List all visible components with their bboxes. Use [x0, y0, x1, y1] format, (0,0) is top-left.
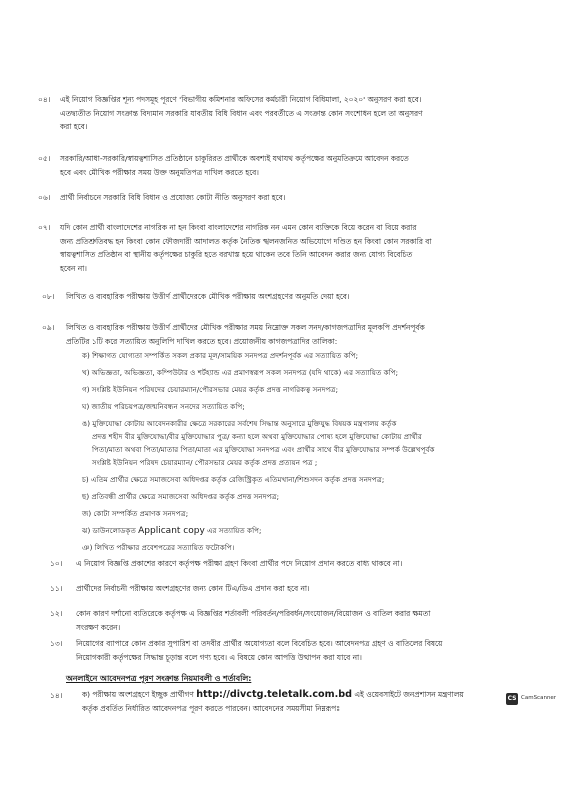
- list-item-suffix: এর সত্যায়িত কপি;: [207, 526, 262, 535]
- list-item: ক) শিক্ষাগত যোগ্যতা সম্পর্কিত সকল প্রকার মূল/সাময়িক সনদপত্র প্রদর্শনপূর্বক এর সত্যায়িত কপি;: [82, 351, 359, 360]
- camscanner-logo: CS: [506, 693, 518, 705]
- clause-08: [66, 290, 350, 304]
- online-application-heading: অনলাইনে আবেদনপত্র পূরণ সংক্রান্ত নিয়মাবলী ও শর্তাবলি:: [66, 674, 252, 683]
- camscanner-label: CamScanner: [521, 695, 557, 701]
- item-number: ০৭।: [38, 223, 51, 232]
- list-item: সংশ্লিষ্ট ইউনিয়ন পরিষদ চেয়ারম্যান/ পৌরসভার মেয়র কর্তৃক প্রদত্ত প্রত্যয়ন পত্র ;: [92, 458, 318, 467]
- clause-05: [60, 152, 409, 179]
- text-line: প্রতিটির ১টি করে সত্যায়িত অনুলিপি দাখিল করতে হবে। প্রয়োজনীয় কাগজপত্রাদির তালিকা:: [66, 336, 338, 346]
- website-link[interactable]: http://divctg.teletalk.com.bd: [196, 689, 353, 700]
- text-line: এ নিয়োগ বিজ্ঞপ্তি প্রকাশের কারণে কর্তৃপক্ষ পরীক্ষা গ্রহণ কিংবা প্রার্থীর পদে নিয়োগ প্রদান করতে বাধ্য থাকবে না।: [76, 559, 403, 568]
- item-number: ১৩।: [50, 639, 63, 648]
- text-line: এই নিয়োগ বিজ্ঞপ্তির শূন্য পদসমূহ পূরণে 'বিভাগীয় কমিশনার অফিসের কর্মচারী নিয়োগ বিধিমালা, ২০২০' অনুসরণ করা হবে।: [60, 95, 422, 104]
- text-line: হবেন না।: [60, 263, 87, 273]
- item-number: ১২।: [50, 609, 63, 618]
- clause-06: [60, 191, 285, 205]
- clause-12: [76, 607, 430, 634]
- text-line: প্রার্থী নির্বাচনে সরকারি বিধি বিধান ও প্রযোজ্য কোটা নীতি অনুসরণ করা হবে।: [60, 193, 286, 202]
- list-item: জ) কোটা সম্পর্কিত প্রমাণক সনদপত্র;: [82, 509, 189, 518]
- text-line: করা হবে।: [60, 122, 88, 131]
- text-line: নিয়োগকারী কর্তৃপক্ষের সিদ্ধান্ত চূড়ান্ত বলে গণ্য হবে। এ বিষয়ে কোন আপত্তি উত্থাপন করা যাবে না।: [76, 652, 362, 662]
- item-number: ০৯।: [42, 323, 55, 332]
- list-item: [82, 524, 522, 538]
- text-line: [82, 688, 464, 702]
- clause-09: [66, 321, 425, 348]
- document-list: [82, 349, 522, 554]
- text-line: লিখিত ও ব্যবহারিক পরীক্ষায় উত্তীর্ণ প্রার্থীদেরকে মৌখিক পরীক্ষায় অংশগ্রহণের অনুমতি দেয়া হবে।: [66, 292, 350, 301]
- item-number: ০৫।: [38, 154, 51, 163]
- item-number: ০৬।: [38, 193, 51, 202]
- list-item: ঘ) জাতীয় পরিচয়পত্র/জন্মনিবন্ধন সনদের সত্যায়িত কপি;: [82, 402, 245, 411]
- text-line: হবে এবং মৌখিক পরীক্ষার সময় উক্ত অনুমতিপত্র দাখিল করতে হবে।: [60, 167, 259, 177]
- list-item: খ) অভিজ্ঞতা, অভিজ্ঞতা, কম্পিউটার ও শর্টহ্যান্ড এর প্রমাণস্বরূপ সকল সনদপত্র (যদি থাকে) এর সত্যায়িত কপি;: [82, 368, 399, 377]
- text-line: লিখিত ও ব্যবহারিক পরীক্ষায় উত্তীর্ণ প্রার্থীদের মৌখিক পরীক্ষার সময় নিম্নোক্ত সকল সনদ/কাগজপত্রাদির মূলকপি প্রদর্শনপূর্বক: [66, 323, 425, 332]
- text-line: সংরক্ষণ করেন।: [76, 622, 121, 632]
- item-number: ০৪।: [38, 95, 51, 104]
- text-line: নিয়োগের ব্যাপারে কোন প্রকার সুপারিশ বা তদবীর প্রার্থীর অযোগ্যতা বলে বিবেচিত হবে। আবেদনপত্র গ্রহণ ও বাতিলের বিষয়ে: [76, 639, 443, 648]
- text-line: সরকারি/আধা-সরকারি/স্বায়ত্বশাসিত প্রতিষ্ঠানে চাকুরিরত প্রার্থীকে অবশ্যই যথাযথ কর্তৃপক্ষের অনুমতিক্রমে আবেদন করতে: [60, 154, 409, 163]
- text-line: যদি কোন প্রার্থী বাংলাদেশের নাগরিক না হন কিংবা বাংলাদেশের নাগরিক নন এমন কোন ব্যক্তিকে বিয়ে করেন বা বিয়ে করার: [60, 223, 417, 232]
- clause-13: [76, 637, 442, 664]
- list-item: ঙ) মুক্তিযোদ্ধা কোটায় আবেদনকারীর ক্ষেত্রে সরকারের সর্বশেষ সিদ্ধান্ত অনুসারে মুক্তিযুদ্ধ বিষয়ক মন্ত্রণালয় কর্তৃক: [82, 419, 397, 428]
- clause-14: [82, 688, 464, 715]
- clause-07: [60, 221, 432, 275]
- text-line: স্বায়ত্বশাসিত প্রতিষ্ঠান বা স্থানীয় কর্তৃপক্ষের চাকুরি হতে বরখাস্ত হয়ে থাকেন তবে তিনি আবেদন করার জন্য যোগ্য বিবেচিত: [60, 250, 413, 259]
- text-line: কোন কারণ দর্শানো ব্যতিরেকে কর্তৃপক্ষ এ বিজ্ঞপ্তির শর্তাবলী পরিবর্তন/পরিবর্ধন/সংযোজন/বিয়োজন ও বাতিল করার ক্ষমতা: [76, 609, 431, 618]
- clause-14-suffix: এই ওয়েবসাইটে জনপ্রশাসন মন্ত্রণালয়: [354, 690, 464, 699]
- clause-14-prefix: ক) পরীক্ষায় অংশগ্রহণে ইচ্ছুক প্রার্থীগণ: [82, 690, 194, 699]
- list-item: ঞ) লিখিত পরীক্ষার প্রবেশপত্রের সত্যায়িত ফটোকপি।: [82, 543, 235, 552]
- list-item: পিতা/মাতা অথবা পিতা/মাতার পিতা/মাতা এর মুক্তিযোদ্ধা সনদপত্র এবং প্রার্থীর সাথে বীর মুক্তিযোদ্ধার সম্পর্ক উল্লেখপূর্বক: [92, 445, 435, 454]
- text-line: জন্য প্রতিশ্রুতিবদ্ধ হন কিংবা কোন ফৌজদারী আদালত কর্তৃক নৈতিক স্খলনজনিত অভিযোগে দণ্ডিত হন কিংবা কোন সরকারি বা: [60, 236, 432, 246]
- list-item: প্রদত্ত শহীদ বীর মুক্তিযোদ্ধা/বীর মুক্তিযোদ্ধার পুত্র/ কন্যা হলে অথবা মুক্তিযোদ্ধার পোষ্য হলে মুক্তিযোদ্ধা কোটায় প্রার্থীর: [92, 432, 422, 441]
- item-number: ০৮।: [42, 292, 55, 301]
- list-item-label: ঝ) ডাউনলোডকৃত: [82, 526, 136, 535]
- list-item: চ) এতিম প্রার্থীর ক্ষেত্রে সমাজসেবা অধিদপ্তর কর্তৃক রেজিস্ট্রিকৃত এতিমখানা/শিশুসদন কর্তৃক প্রদত্ত সনদপত্র;: [82, 475, 385, 484]
- text-line: কর্তৃক প্রবর্তিত নির্ধারিত আবেদনপত্র পূরণ করতে পারবেন। আবেদনের সময়সীমা নিম্নরূপঃ: [82, 703, 341, 713]
- clause-10: [76, 557, 402, 571]
- item-number: ১১।: [50, 584, 63, 593]
- applicant-copy-text: Applicant copy: [138, 526, 205, 536]
- clause-11: [76, 582, 310, 596]
- text-line: এতদ্ব্যতীত নিয়োগ সংক্রান্ত বিদ্যমান সরকারি যাবতীয় বিধি বিধান এবং পরবর্তীতে এ সংক্রান্ত কোন সংশোধন হলে তা অনুসরণ: [60, 108, 423, 118]
- item-number: ১০।: [50, 559, 63, 568]
- text-line: প্রার্থীদের নির্বাচনী পরীক্ষায় অংশগ্রহণের জন্য কোন টিএ/ডিএ প্রদান করা হবে না।: [76, 584, 310, 593]
- item-number: ১৪।: [50, 691, 63, 700]
- list-item: ছ) প্রতিবন্ধী প্রার্থীর ক্ষেত্রে সমাজসেবা অধিদপ্তর কর্তৃক প্রদত্ত সনদপত্র;: [82, 492, 280, 501]
- clause-04: [60, 93, 423, 134]
- list-item: গ) সংশ্লিষ্ট ইউনিয়ন পরিষদের চেয়ারম্যান/পৌরসভার মেয়র কর্তৃক প্রদত্ত নাগরিকত্ব সনদপত্র;: [82, 385, 338, 394]
